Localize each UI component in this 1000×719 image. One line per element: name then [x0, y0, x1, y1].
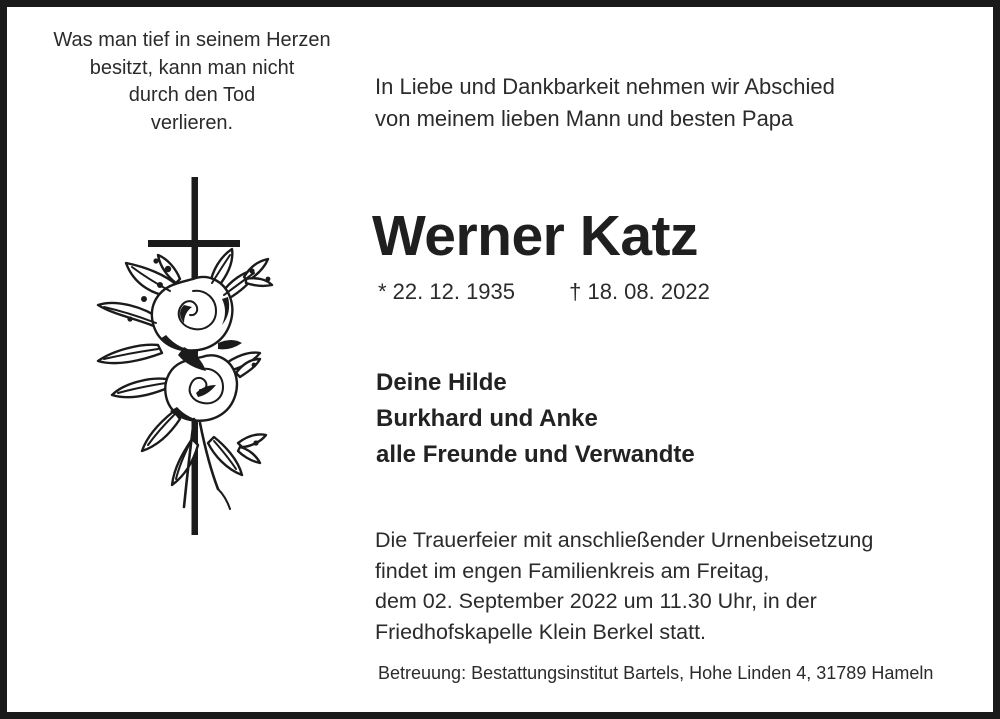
cross-roses-illustration	[72, 167, 302, 557]
birth-date: * 22. 12. 1935	[378, 279, 516, 304]
verse-line: verlieren.	[150, 111, 234, 134]
death-date: † 18. 08. 2022	[569, 279, 710, 304]
deceased-name: Werner Katz	[372, 204, 699, 268]
funeral-home-info: Betreuung: Bestattungsinstitut Bartels, Hohe Linden 4, 31789 Hameln	[378, 663, 934, 683]
verse-line: durch den Tod	[128, 84, 256, 106]
mourner-line: alle Freunde und Verwandte	[376, 441, 695, 468]
funeral-line: dem 02. September 2022 um 11.30 Uhr, in der	[375, 589, 817, 613]
verse-line: besitzt, kann man nicht	[89, 56, 295, 79]
announcement-line: In Liebe und Dankbarkeit nehmen wir Abschied	[375, 74, 835, 99]
verse-line: Was man tief in seinem Herzen	[53, 29, 331, 51]
funeral-line: Friedhofskapelle Klein Berkel statt.	[375, 619, 707, 644]
memorial-verse	[37, 27, 347, 137]
announcement-line: von meinem lieben Mann und besten Papa	[375, 106, 794, 131]
mourner-line: Burkhard und Anke	[376, 405, 598, 432]
rose-bouquet	[98, 249, 272, 485]
funeral-line: Die Trauerfeier mit anschließender Urnenbeisetzung	[375, 528, 874, 552]
funeral-line: findet im engen Familienkreis am Freitag,	[375, 558, 770, 583]
mourner-line: Deine Hilde	[376, 369, 507, 396]
mourners-list	[376, 365, 695, 473]
life-dates	[378, 279, 710, 305]
funeral-information	[375, 525, 975, 647]
farewell-announcement	[375, 71, 975, 135]
